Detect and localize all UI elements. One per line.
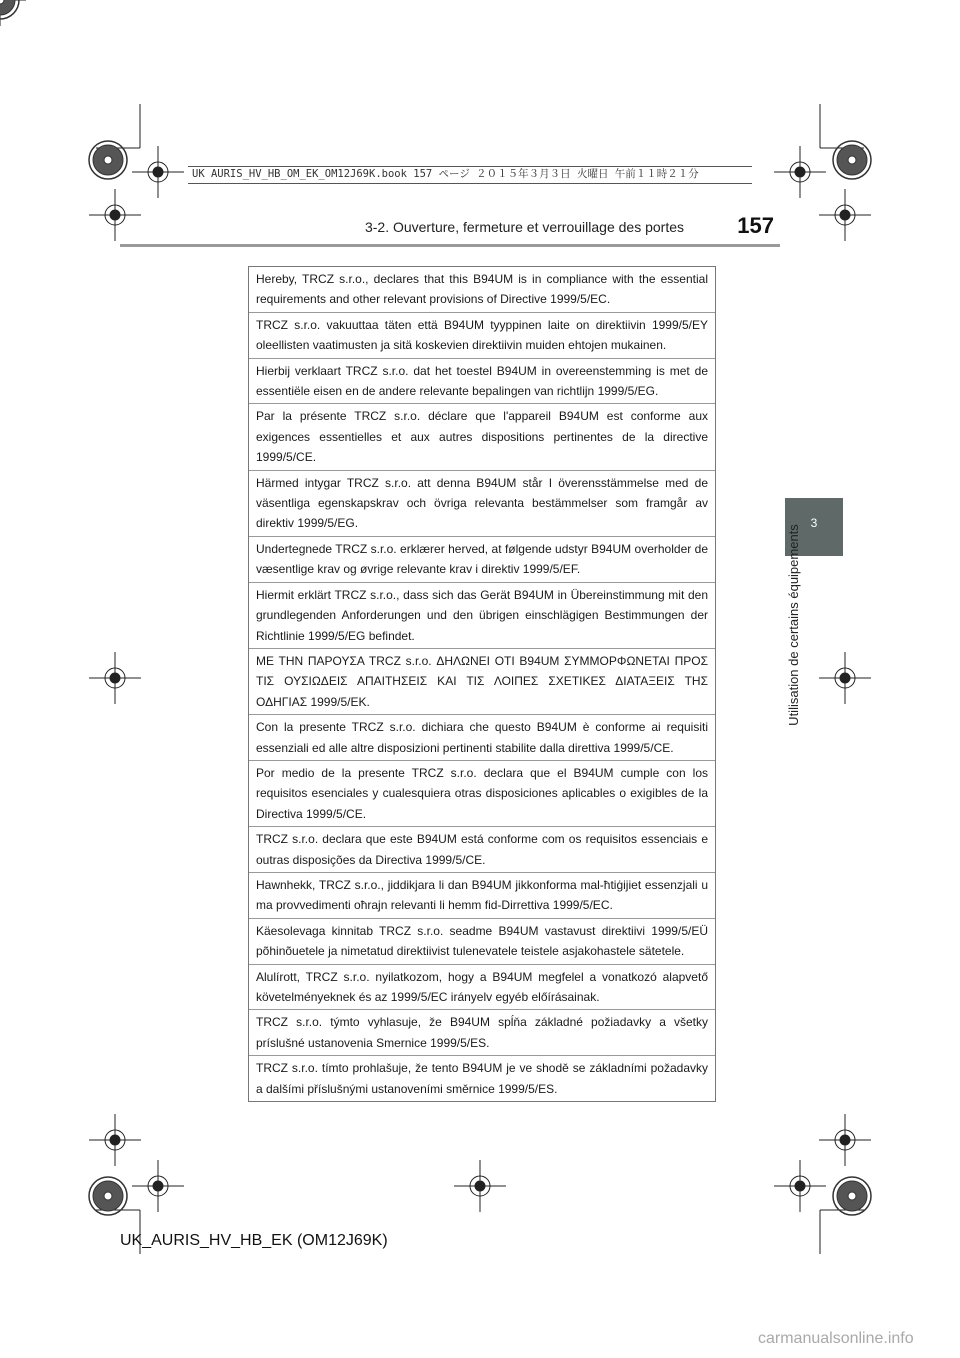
declaration-sk: TRCZ s.r.o. týmto vyhlasuje, že B94UM spĺňa základné požiadavky a všetky príslušné ustanovenia Smernice 1999/5/ES. bbox=[249, 1009, 715, 1055]
print-info-bar bbox=[188, 166, 752, 184]
declaration-de: Hiermit erklärt TRCZ s.r.o., dass sich das Gerät B94UM in Übereinstimmung mit den grundlegenden Anforderungen und den übrigen einschlägigen Bestimmungen der Richtlinie 1999/5/EG befindet. bbox=[249, 582, 715, 648]
declaration-fi: TRCZ s.r.o. vakuuttaa täten että B94UM tyyppinen laite on direktiivin 1999/5/EY oleellisten vaatimusten ja sitä koskevien direktiivin muiden ehtojen mukainen. bbox=[249, 312, 715, 358]
declaration-hu: Alulírott, TRCZ s.r.o. nyilatkozom, hogy a B94UM megfelel a vonatkozó alapvető követelményeknek és az 1999/5/EC irányelv egyéb előírásainak. bbox=[249, 964, 715, 1010]
declaration-mt: Hawnhekk, TRCZ s.r.o., jiddikjara li dan B94UM jikkonforma mal-ħtiġijiet essenzjali u ma provvedimenti oħrajn relevanti li hemm fid-Dirrettiva 1999/5/EC. bbox=[249, 872, 715, 918]
declaration-es: Por medio de la presente TRCZ s.r.o. declara que el B94UM cumple con los requisitos esenciales y cualesquiera otras disposiciones aplicables o exigibles de la Directiva 1999/5/CE. bbox=[249, 760, 715, 826]
declaration-pt: TRCZ s.r.o. declara que este B94UM está conforme com os requisitos essenciais e outras disposições da Directiva 1999/5/CE. bbox=[249, 826, 715, 872]
chapter-number: 3 bbox=[810, 516, 818, 530]
watermark-text: carmanualsonline.info bbox=[758, 1330, 914, 1347]
declaration-nl: Hierbij verklaart TRCZ s.r.o. dat het toestel B94UM in overeenstemming is met de essentiële eisen en de andere relevante bepalingen van richtlijn 1999/5/EG. bbox=[249, 358, 715, 404]
page-number: 157 bbox=[737, 213, 774, 238]
declaration-cs: TRCZ s.r.o. tímto prohlašuje, že tento B94UM je ve shodě se základními požadavky a dalšími příslušnými ustanoveními směrnice 1999/5/ES. bbox=[249, 1055, 715, 1101]
print-info-text: UK AURIS_HV_HB_OM_EK_OM12J69K.book 157 ページ ２０１５年３月３日 火曜日 午前１１時２１分 bbox=[192, 168, 699, 180]
declaration-en: Hereby, TRCZ s.r.o., declares that this B94UM is in compliance with the essential requirements and other relevant provisions of Directive 1999/5/EC. bbox=[256, 272, 708, 307]
document-code: UK_AURIS_HV_HB_EK (OM12J69K) bbox=[120, 1232, 388, 1249]
declaration-it: Con la presente TRCZ s.r.o. dichiara che questo B94UM è conforme ai requisiti essenziali ed alle altre disposizioni pertinenti stabilite dalla direttiva 1999/5/CE. bbox=[249, 714, 715, 760]
declaration-fr: Par la présente TRCZ s.r.o. déclare que l'appareil B94UM est conforme aux exigences essentielles et aux autres dispositions pertinentes de la directive 1999/5/CE. bbox=[249, 403, 715, 469]
declaration-sv: Härmed intygar TRCZ s.r.o. att denna B94UM står I överensstämmelse med de väsentliga egenskapskrav och övriga relevanta bestämmelser som framgår av direktiv 1999/5/EG. bbox=[249, 470, 715, 536]
declaration-el: ΜΕ ΤΗΝ ΠΑΡΟΥΣΑ TRCZ s.r.o. ΔΗΛΩΝΕΙ ΟΤΙ B94UM ΣΥΜΜΟΡΦΩΝΕΤΑΙ ΠΡΟΣ ΤΙΣ ΟΥΣΙΩΔΕΙΣ ΑΠΑΙΤΗΣΕΙΣ ΚΑΙ ΤΙΣ ΛΟΙΠΕΣ ΣΧΕΤΙΚΕΣ ΔΙΑΤΑΞΕΙΣ ΤΗΣ ΟΔΗΓΙΑΣ 1999/5/ΕΚ. bbox=[249, 648, 715, 714]
declarations-table bbox=[248, 266, 716, 1102]
header-rule bbox=[120, 244, 780, 247]
declaration-et: Käesolevaga kinnitab TRCZ s.r.o. seadme B94UM vastavust direktiivi 1999/5/EÜ põhinõuetele ja nimetatud direktiivist tulenevatele teistele asjakohastele sätetele. bbox=[249, 918, 715, 964]
chapter-title: Utilisation de certains équipements bbox=[786, 524, 801, 726]
section-title: 3-2. Ouverture, fermeture et verrouillage des portes bbox=[364, 219, 684, 235]
declaration-da: Undertegnede TRCZ s.r.o. erklærer herved, at følgende udstyr B94UM overholder de væsentlige krav og øvrige relevante krav i direktiv 1999/5/EF. bbox=[249, 536, 715, 582]
